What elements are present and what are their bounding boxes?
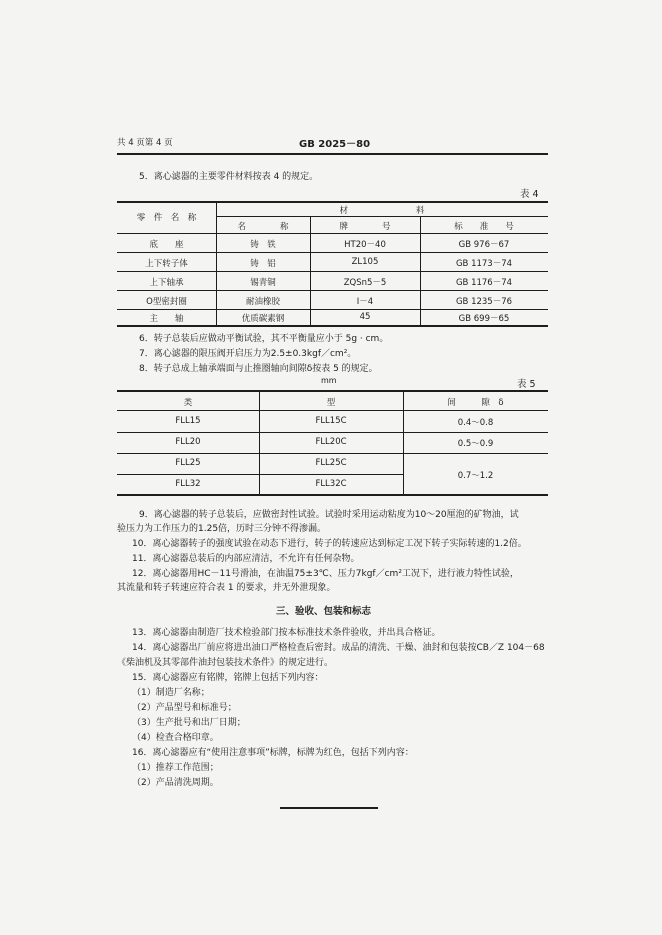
- table-cell: 0.5～0.9: [457, 439, 494, 449]
- table5-col-class: 类: [183, 398, 193, 408]
- paragraph-12-cont: 其流量和转子转速应符合表 1 的要求，并无外泄现象。: [117, 583, 336, 593]
- table-cell-merged: 0.7～1.2: [457, 471, 494, 481]
- table-cell: FLL20: [175, 437, 201, 447]
- page-count: 共 4 页第 4 页: [117, 138, 173, 148]
- table4-col-part: 零 件 名 称: [136, 213, 197, 223]
- table5-row-rule: [117, 474, 403, 475]
- table5-row-rule: [117, 453, 548, 454]
- standard-code: GB 2025－80: [299, 139, 371, 150]
- paragraph-6: 6．转子总装后应做动平衡试验，其不平衡量应小于 5g · cm。: [139, 334, 389, 344]
- paragraph-15: 15．离心滤器应有铭牌，铭牌上包括下列内容：: [132, 673, 324, 683]
- list-item: （4）检查合格印章。: [132, 733, 219, 743]
- table-cell: FLL25C: [315, 458, 347, 468]
- table-cell: I－4: [356, 297, 374, 307]
- table-cell: 0.4～0.8: [457, 418, 494, 428]
- table4-sub-name: 名 称: [237, 222, 289, 232]
- list-item: （2）产品清洗周期。: [132, 778, 219, 788]
- table4-top-rule: [117, 201, 548, 203]
- table5-col-gap: 间 隙 δ: [447, 398, 504, 408]
- table-cell: FLL15C: [315, 416, 347, 426]
- paragraph-10: 10．离心滤器转子的强度试验在动态下进行，转子的转速应达到标定工况下转子实际转速的1.2倍。: [132, 539, 527, 549]
- table4-row-rule: [117, 252, 548, 253]
- table-cell: 45: [359, 312, 371, 322]
- paragraph-16: 16．离心滤器应有“使用注意事项”标牌，标牌为红色，包括下列内容：: [132, 748, 414, 758]
- table4-row-rule: [117, 271, 548, 272]
- table-cell: 上下轴承: [149, 278, 184, 288]
- table4-sub-grade: 牌 号: [339, 222, 391, 232]
- list-item: （1）推荐工作范围；: [132, 763, 219, 773]
- table4-row-rule: [117, 290, 548, 291]
- table5-unit: mm: [321, 376, 337, 385]
- paragraph-14-cont: 《柴油机及其零部件油封包装技术条件》的规定进行。: [117, 658, 334, 668]
- table4-bottom-rule: [117, 325, 548, 327]
- table-cell: 铸 铝: [250, 259, 276, 269]
- table-cell: GB 1173－74: [455, 259, 513, 269]
- end-rule: [280, 807, 378, 809]
- table-cell: 锡青铜: [250, 278, 276, 288]
- paragraph-5: 5．离心滤器的主要零件材料按表 4 的规定。: [139, 172, 319, 182]
- table-cell: ZL105: [351, 257, 379, 267]
- table5-col-type: 型: [326, 398, 336, 408]
- table-cell: GB 976－67: [458, 240, 510, 250]
- table4-col-divider: [310, 216, 311, 325]
- table4-col-material: 材 料: [339, 206, 425, 216]
- table-cell: FLL20C: [315, 437, 347, 447]
- table4-row-rule: [117, 309, 548, 310]
- header-rule: [117, 153, 548, 155]
- paragraph-12: 12．离心滤器用HC－11号滑油，在油温75±3℃、压力7kgf／cm²工况下，进行液力特性试验，: [132, 569, 519, 579]
- table-cell: GB 699－65: [458, 314, 510, 324]
- list-item: （3）生产批号和出厂日期；: [132, 718, 246, 728]
- table-cell: FLL25: [175, 458, 201, 468]
- list-item: （1）制造厂名称；: [132, 688, 210, 698]
- table5-header-rule: [117, 410, 548, 411]
- table-cell: 底 座: [149, 240, 184, 250]
- section-heading: 三、验收、包装和标志: [276, 606, 372, 617]
- paragraph-11: 11．离心滤器总装后的内部应清洁，不允许有任何杂物。: [132, 554, 360, 564]
- paragraph-7: 7．离心滤器的限压阀开启压力为2.5±0.3kgf／cm²。: [139, 349, 357, 359]
- table-cell: GB 1176－74: [455, 278, 513, 288]
- paragraph-14: 14．离心滤器出厂前应将进出油口严格检查后密封。成品的清洗、干燥、油封和包装按CB／Z 104－68: [132, 643, 545, 653]
- table5-caption: 表 5: [517, 379, 536, 390]
- table4-caption: 表 4: [520, 189, 539, 200]
- table-cell: FLL15: [175, 416, 201, 426]
- table4-subheader-rule: [216, 216, 548, 217]
- table4-sub-std: 标 准 号: [454, 222, 514, 232]
- paragraph-9: 9．离心滤器的转子总装后，应做密封性试验。试验时采用运动粘度为10～20厘泡的矿物油，试: [139, 510, 519, 520]
- table-cell: ZQSn5－5: [343, 278, 387, 288]
- table-cell: 铸 铁: [250, 240, 276, 250]
- paragraph-13: 13．离心滤器由制造厂技术检验部门按本标准技术条件验收，并出具合格证。: [132, 628, 441, 638]
- paragraph-8: 8．转子总成上轴承端面与止推圈轴向间隙δ按表 5 的规定。: [139, 364, 378, 374]
- table-cell: 耐油橡胶: [245, 297, 280, 307]
- table-cell: 上下转子体: [145, 259, 188, 269]
- table-cell: FLL32: [175, 479, 201, 489]
- table-cell: 主 轴: [149, 314, 184, 324]
- list-item: （2）产品型号和标准号；: [132, 703, 237, 713]
- paragraph-9-cont: 验压力为工作压力的1.25倍，历时三分钟不得渗漏。: [117, 524, 327, 534]
- table-cell: HT20－40: [344, 240, 386, 250]
- table5-row-rule: [117, 432, 548, 433]
- table-cell: O型密封圈: [146, 297, 187, 307]
- table4-header-rule: [117, 233, 548, 234]
- table-cell: FLL32C: [315, 479, 347, 489]
- table5-top-rule: [117, 390, 548, 392]
- table-cell: GB 1235－76: [455, 297, 513, 307]
- table5-bottom-rule: [117, 494, 548, 496]
- table-cell: 优质碳素钢: [241, 314, 285, 324]
- table4-col-divider: [420, 216, 421, 325]
